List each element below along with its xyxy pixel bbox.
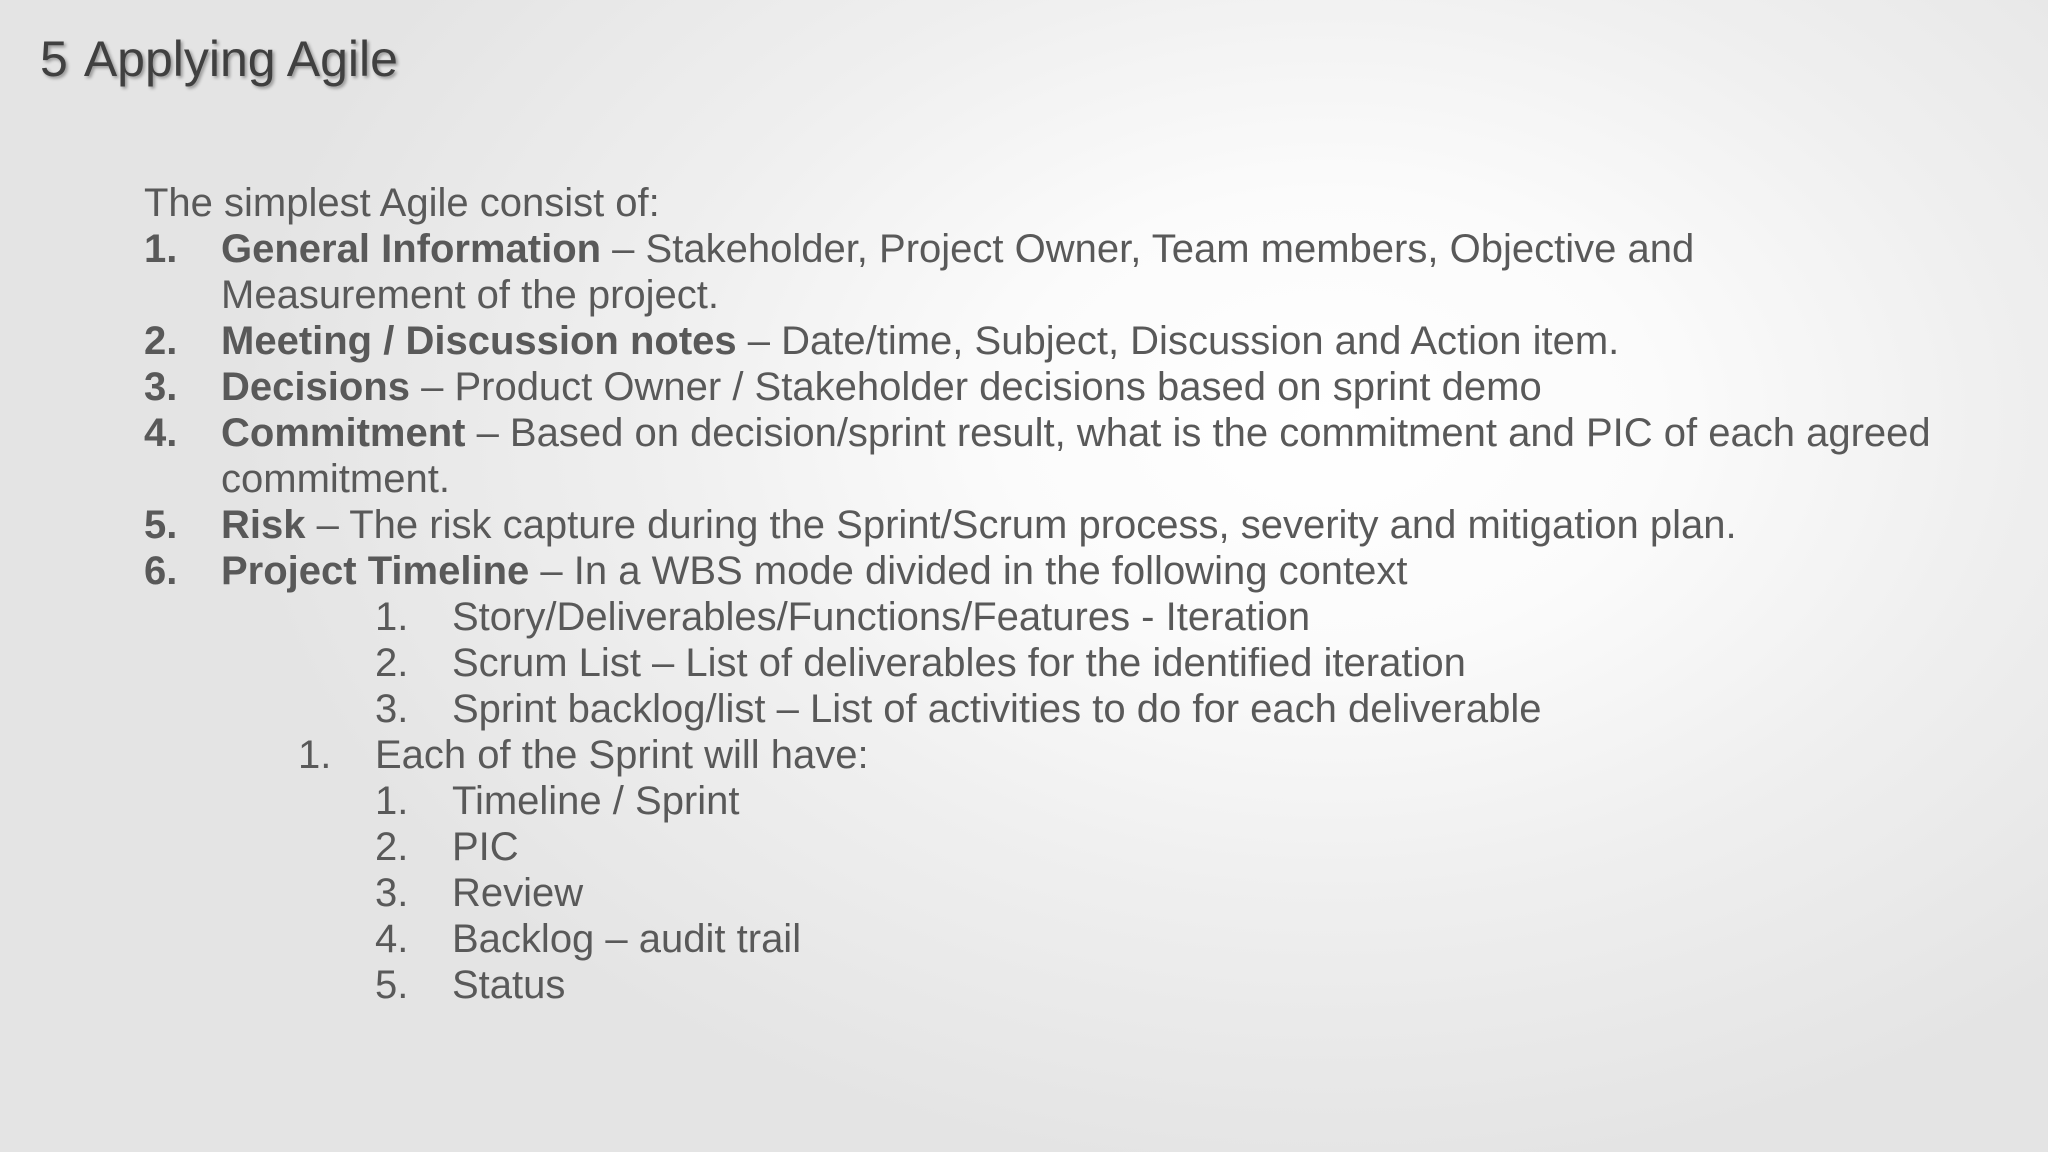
list-number: 6. xyxy=(144,549,178,593)
sublist-number: 2. xyxy=(375,641,409,685)
sublist-number: 5. xyxy=(375,963,409,1007)
list-number: 3. xyxy=(144,365,178,409)
sprint-heading xyxy=(298,732,1944,778)
sprint-subitem xyxy=(375,824,1944,870)
sprint-subitem xyxy=(375,962,1944,1008)
timeline-subitem xyxy=(375,594,1944,640)
list-item xyxy=(144,226,1944,318)
list-number: 5. xyxy=(144,503,178,547)
sublist-number: 1. xyxy=(375,779,409,823)
item-term: Risk xyxy=(221,503,306,547)
item-term: Meeting / Discussion notes xyxy=(221,319,737,363)
list-item xyxy=(144,364,1944,410)
subitem-text: Review xyxy=(452,871,584,915)
item-text: – Date/time, Subject, Discussion and Action item. xyxy=(736,319,1620,363)
slide-title xyxy=(40,30,398,88)
subitem-text: Sprint backlog/list – List of activities to do for each deliverable xyxy=(452,687,1542,731)
sublist-number: 3. xyxy=(375,871,409,915)
sublist-number: 1. xyxy=(375,595,409,639)
sprint-subitem xyxy=(375,870,1944,916)
item-text: – The risk capture during the Sprint/Scrum process, severity and mitigation plan. xyxy=(305,503,1737,547)
item-term: General Information xyxy=(221,227,602,271)
sprint-subitem xyxy=(375,916,1944,962)
list-number: 4. xyxy=(144,411,178,455)
subitem-text: Status xyxy=(452,963,566,1007)
main-list xyxy=(144,226,1944,594)
list-item xyxy=(144,548,1944,594)
slide-body xyxy=(144,180,1944,1008)
sublist-number: 4. xyxy=(375,917,409,961)
timeline-subitem xyxy=(375,686,1944,732)
subitem-text: PIC xyxy=(452,825,519,869)
slide-number: 5 xyxy=(40,31,68,87)
item-text: – Based on decision/sprint result, what is the commitment and PIC of each agreed commitment. xyxy=(221,411,1931,501)
subitem-text: Scrum List – List of deliverables for the identified iteration xyxy=(452,641,1466,685)
slide-title-text: Applying Agile xyxy=(83,31,398,87)
sublist-number: 1. xyxy=(298,733,332,777)
subitem-text: Timeline / Sprint xyxy=(452,779,740,823)
item-text: – Product Owner / Stakeholder decisions based on sprint demo xyxy=(409,365,1542,409)
intro-text: The simplest Agile consist of: xyxy=(144,181,660,225)
list-item xyxy=(144,318,1944,364)
list-item xyxy=(144,502,1944,548)
timeline-subitem xyxy=(375,640,1944,686)
item-text: – In a WBS mode divided in the following context xyxy=(529,549,1408,593)
list-item xyxy=(144,410,1944,502)
item-text: – Stakeholder, Project Owner, Team members, Objective and Measurement of the project. xyxy=(221,227,1695,317)
item-term: Project Timeline xyxy=(221,549,530,593)
sprint-heading-text: Each of the Sprint will have: xyxy=(375,733,869,777)
subitem-text: Story/Deliverables/Functions/Features - Iteration xyxy=(452,595,1311,639)
sprint-subitem xyxy=(375,778,1944,824)
item-term: Commitment xyxy=(221,411,466,455)
list-number: 2. xyxy=(144,319,178,363)
subitem-text: Backlog – audit trail xyxy=(452,917,802,961)
sublist-number: 3. xyxy=(375,687,409,731)
item-term: Decisions xyxy=(221,365,410,409)
list-number: 1. xyxy=(144,227,178,271)
sublist-number: 2. xyxy=(375,825,409,869)
